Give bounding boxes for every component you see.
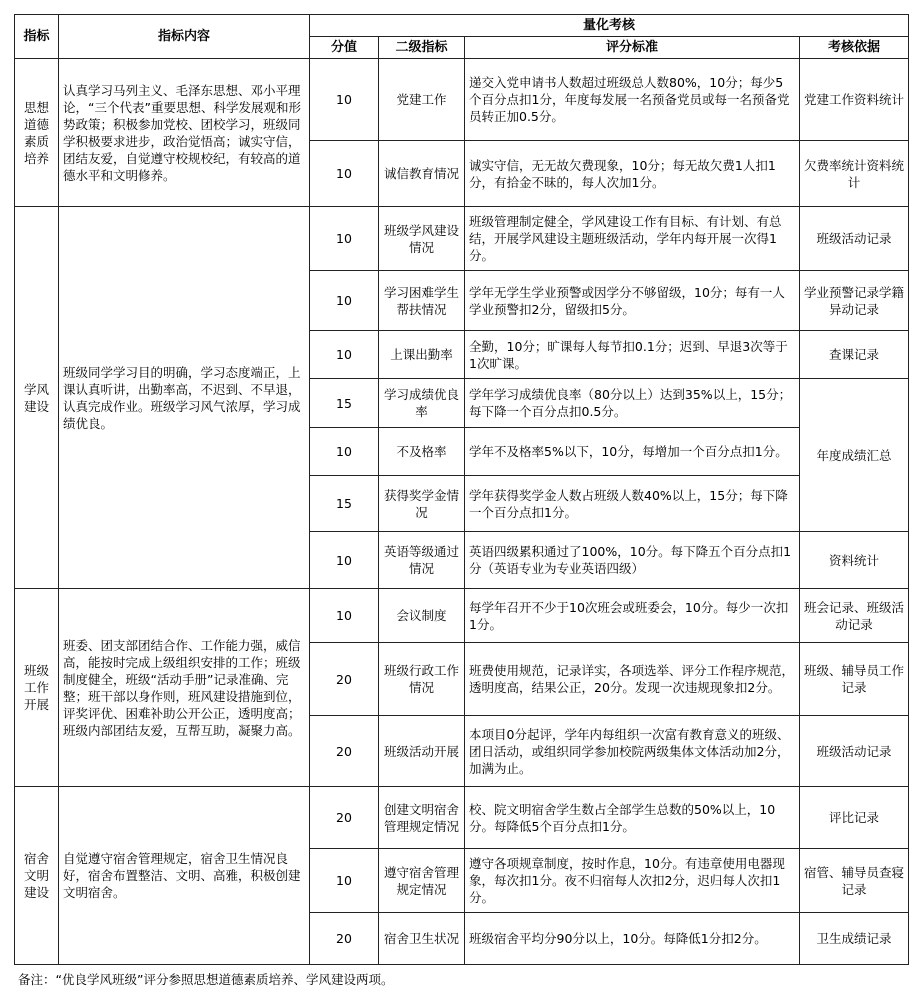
criteria-cell: 学年无学生学业预警或因学分不够留级，10分；每有一人学业预警扣2分，留级扣5分。: [465, 271, 800, 331]
indicator-cell: 班级工作开展: [15, 589, 59, 787]
sub-indicator-cell: 获得奖学金情况: [379, 476, 465, 532]
sub-indicator-cell: 班级行政工作情况: [379, 643, 465, 716]
assessment-table: [14, 14, 909, 965]
header-score: 分值: [310, 37, 379, 59]
sub-indicator-cell: 党建工作: [379, 59, 465, 141]
sub-indicator-cell: 班级学风建设情况: [379, 207, 465, 271]
criteria-cell: 学年学习成绩优良率（80分以上）达到35%以上，15分；每下降一个百分点扣0.5分。: [465, 379, 800, 428]
content-cell: 认真学习马列主义、毛泽东思想、邓小平理论，“三个代表”重要思想、科学发展观和形势政策；积极参加党校、团校学习，班级同学积极要求进步，政治觉悟高；诚实守信，团结友爱，自觉遵守校规校纪，有较高的道德水平和文明修养。: [59, 59, 310, 207]
basis-cell: 年度成绩汇总: [800, 379, 909, 532]
criteria-cell: 班级管理制定健全，学风建设工作有目标、有计划、有总结，开展学风建设主题班级活动，学年内每开展一次得1分。: [465, 207, 800, 271]
table-row: [15, 207, 909, 271]
score-cell: 20: [310, 913, 379, 965]
sub-indicator-cell: 不及格率: [379, 428, 465, 476]
score-cell: 15: [310, 379, 379, 428]
sub-indicator-cell: 上课出勤率: [379, 331, 465, 379]
sub-indicator-cell: 宿舍卫生状况: [379, 913, 465, 965]
basis-cell: 欠费率统计资料统计: [800, 141, 909, 207]
basis-cell: 宿管、辅导员查寝记录: [800, 849, 909, 913]
score-cell: 10: [310, 331, 379, 379]
content-cell: 班委、团支部团结合作、工作能力强，威信高，能按时完成上级组织安排的工作；班级制度健全，班级“活动手册”记录准确、完整；班干部以身作则，班风建设措施到位，评奖评优、困难补助公开公正，透明度高；班级内部团结友爱，互帮互助，凝聚力高。: [59, 589, 310, 787]
criteria-cell: 诚实守信，无无故欠费现象，10分；每无故欠费1人扣1分，有拾金不昧的，每人次加1分。: [465, 141, 800, 207]
table-row: [15, 59, 909, 141]
criteria-cell: 递交入党申请书人数超过班级总人数80%，10分；每少5个百分点扣1分，年度每发展一名预备党员或每一名预备党员转正加0.5分。: [465, 59, 800, 141]
header-sub: 二级指标: [379, 37, 465, 59]
score-cell: 20: [310, 643, 379, 716]
basis-cell: 查课记录: [800, 331, 909, 379]
sub-indicator-cell: 班级活动开展: [379, 716, 465, 787]
score-cell: 10: [310, 532, 379, 589]
score-cell: 10: [310, 207, 379, 271]
header-basis: 考核依据: [800, 37, 909, 59]
score-cell: 20: [310, 716, 379, 787]
header-quant: 量化考核: [310, 15, 909, 37]
table-row: [15, 787, 909, 849]
basis-cell: 班会记录、班级活动记录: [800, 589, 909, 643]
footnote: 备注：“优良学风班级”评分参照思想道德素质培养、学风建设两项。: [18, 972, 394, 987]
sub-indicator-cell: 会议制度: [379, 589, 465, 643]
basis-cell: 班级、辅导员工作记录: [800, 643, 909, 716]
criteria-cell: 每学年召开不少于10次班会或班委会，10分。每少一次扣1分。: [465, 589, 800, 643]
sub-indicator-cell: 诚信教育情况: [379, 141, 465, 207]
score-cell: 10: [310, 271, 379, 331]
score-cell: 10: [310, 849, 379, 913]
sub-indicator-cell: 创建文明宿舍管理规定情况: [379, 787, 465, 849]
basis-cell: 评比记录: [800, 787, 909, 849]
score-cell: 15: [310, 476, 379, 532]
criteria-cell: 校、院文明宿舍学生数占全部学生总数的50%以上，10分。每降低5个百分点扣1分。: [465, 787, 800, 849]
score-cell: 20: [310, 787, 379, 849]
table-row: [15, 589, 909, 643]
score-cell: 10: [310, 141, 379, 207]
criteria-cell: 遵守各项规章制度，按时作息，10分。有违章使用电器现象，每次扣1分。夜不归宿每人次扣2分，迟归每人次扣1分。: [465, 849, 800, 913]
basis-cell: 班级活动记录: [800, 716, 909, 787]
header-criteria: 评分标准: [465, 37, 800, 59]
sub-indicator-cell: 遵守宿舍管理规定情况: [379, 849, 465, 913]
criteria-cell: 全勤，10分；旷课每人每节扣0.1分；迟到、早退3次等于1次旷课。: [465, 331, 800, 379]
criteria-cell: 学年获得奖学金人数占班级人数40%以上，15分；每下降一个百分点扣1分。: [465, 476, 800, 532]
sub-indicator-cell: 英语等级通过情况: [379, 532, 465, 589]
criteria-cell: 班级宿舍平均分90分以上，10分。每降低1分扣2分。: [465, 913, 800, 965]
score-cell: 10: [310, 428, 379, 476]
criteria-cell: 本项目0分起评，学年内每组织一次富有教育意义的班级、团日活动，或组织同学参加校院两级集体文体活动加2分，加满为止。: [465, 716, 800, 787]
sub-indicator-cell: 学习困难学生帮扶情况: [379, 271, 465, 331]
score-cell: 10: [310, 589, 379, 643]
criteria-cell: 学年不及格率5%以下，10分，每增加一个百分点扣1分。: [465, 428, 800, 476]
sub-indicator-cell: 学习成绩优良率: [379, 379, 465, 428]
header-indicator: 指标: [15, 15, 59, 59]
header-content: 指标内容: [59, 15, 310, 59]
indicator-cell: 学风建设: [15, 207, 59, 589]
indicator-cell: 思想道德素质培养: [15, 59, 59, 207]
basis-cell: 卫生成绩记录: [800, 913, 909, 965]
content-cell: 自觉遵守宿舍管理规定，宿舍卫生情况良好，宿舍布置整洁、文明、高雅，积极创建文明宿舍。: [59, 787, 310, 965]
indicator-cell: 宿舍文明建设: [15, 787, 59, 965]
basis-cell: 资料统计: [800, 532, 909, 589]
criteria-cell: 班费使用规范，记录详实，各项选举、评分工作程序规范，透明度高，结果公正，20分。发现一次违规现象扣2分。: [465, 643, 800, 716]
basis-cell: 党建工作资料统计: [800, 59, 909, 141]
score-cell: 10: [310, 59, 379, 141]
criteria-cell: 英语四级累积通过了100%，10分。每下降五个百分点扣1分（英语专业为专业英语四级）: [465, 532, 800, 589]
content-cell: 班级同学学习目的明确，学习态度端正，上课认真听讲，出勤率高，不迟到、不早退，认真完成作业。班级学习风气浓厚，学习成绩优良。: [59, 207, 310, 589]
basis-cell: 班级活动记录: [800, 207, 909, 271]
basis-cell: 学业预警记录学籍异动记录: [800, 271, 909, 331]
